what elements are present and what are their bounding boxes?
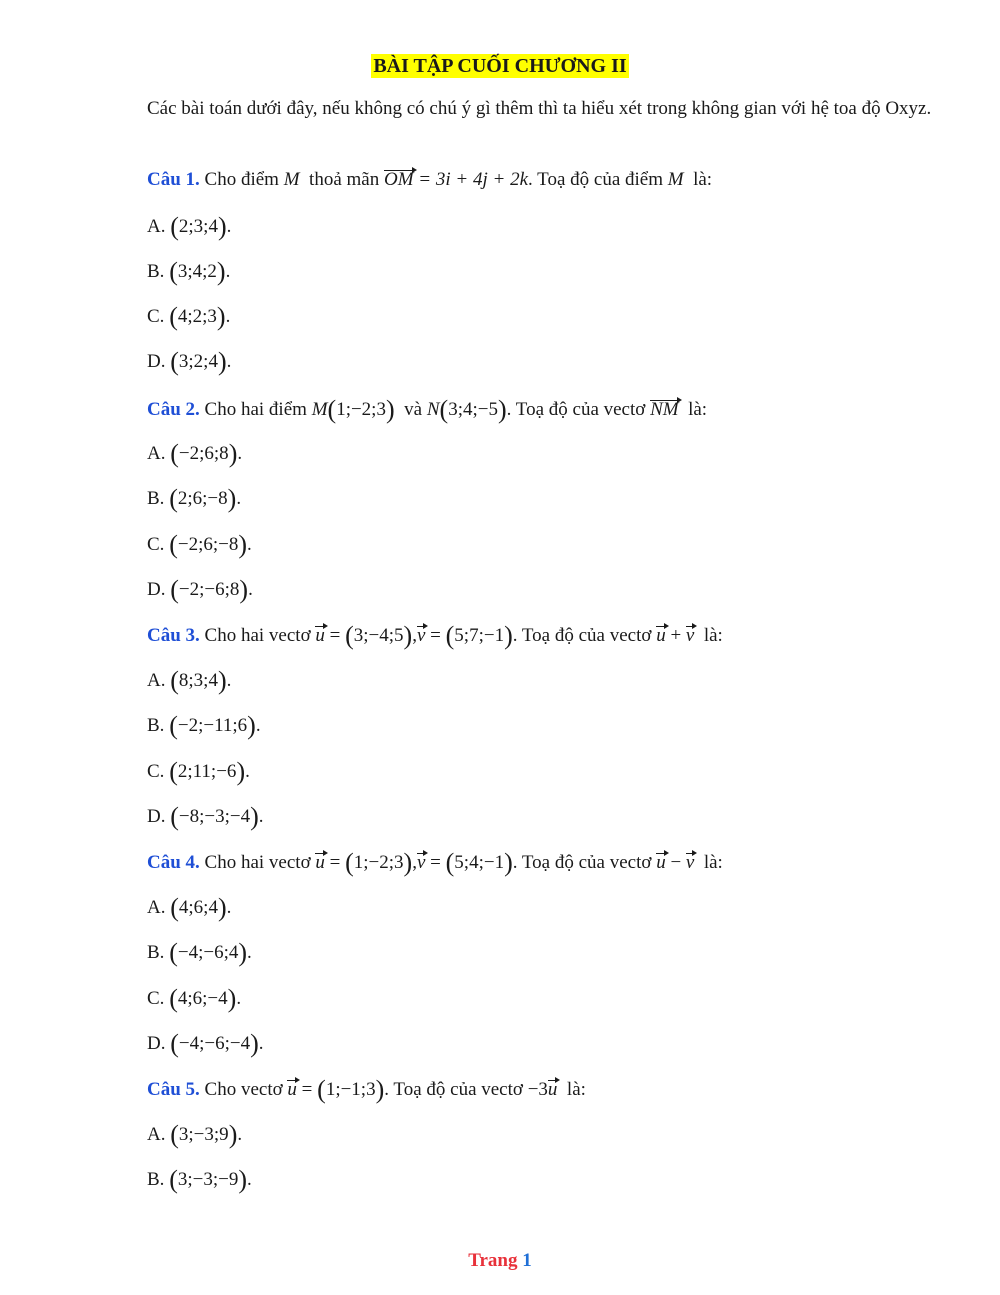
- question-text: là:: [566, 1079, 586, 1100]
- question-5: Câu 5. Cho vectơ u = (1;−1;3). Toạ độ của vectơ −3u là:: [147, 1075, 586, 1104]
- option-3c: C. (2;11;−6).: [147, 757, 250, 786]
- option-2d: D. (−2;−6;8).: [147, 575, 253, 604]
- option-3d: D. (−8;−3;−4).: [147, 802, 264, 831]
- question-label: Câu 2.: [147, 399, 200, 420]
- option-2b: B. (2;6;−8).: [147, 484, 242, 513]
- question-text: thoả mãn: [309, 169, 380, 190]
- option-1c: C. (4;2;3).: [147, 302, 231, 331]
- question-text: Cho hai điểm: [204, 399, 307, 420]
- option-4a: A. (4;6;4).: [147, 893, 232, 922]
- vector-coords: 1;−2;3: [353, 852, 404, 873]
- option-5b: B. (3;−3;−9).: [147, 1165, 252, 1194]
- vector-coords: 5;4;−1: [454, 852, 505, 873]
- point-label: M: [283, 169, 300, 190]
- vector-v: v: [685, 625, 695, 646]
- vector-coords: 3;−4;5: [353, 625, 404, 646]
- option-2a: A. (−2;6;8).: [147, 439, 243, 468]
- question-text: là:: [703, 625, 723, 646]
- option-4d: D. (−4;−6;−4).: [147, 1029, 264, 1058]
- vector-nm: NM: [650, 399, 679, 420]
- question-text: . Toạ độ của vectơ: [506, 399, 646, 420]
- coefficient: −3: [527, 1079, 548, 1100]
- vector-u: u: [547, 1079, 558, 1100]
- point-label: M: [667, 169, 684, 190]
- question-text: . Toạ độ của vectơ: [512, 852, 652, 873]
- vector-v: v: [416, 625, 426, 646]
- intro-paragraph: Các bài toán dưới đây, nếu không có chú ý gì thêm thì ta hiểu xét trong không gian với hệ toa độ Oxyz.: [147, 98, 932, 119]
- question-label: Câu 4.: [147, 852, 200, 873]
- question-text: là:: [693, 169, 713, 190]
- vector-coords: 1;−1;3: [325, 1079, 376, 1100]
- page-number: 1: [522, 1250, 532, 1271]
- point-coords: 3;4;−5: [448, 399, 498, 420]
- question-text: là:: [703, 852, 723, 873]
- vector-u: u: [315, 625, 325, 646]
- vector-u: u: [656, 852, 666, 873]
- page-title: BÀI TẬP CUỐI CHƯƠNG II: [373, 55, 627, 77]
- option-4c: C. (4;6;−4).: [147, 984, 242, 1013]
- question-text: Cho điểm: [204, 169, 279, 190]
- question-3: Câu 3. Cho hai vectơ u = (3;−4;5),v = (5;7;−1). Toạ độ của vectơ u + v là:: [147, 621, 723, 650]
- question-text: và: [404, 399, 423, 420]
- question-label: Câu 3.: [147, 625, 200, 646]
- vector-coords: 5;7;−1: [454, 625, 505, 646]
- vector-om: OM: [383, 169, 414, 190]
- question-4: Câu 4. Cho hai vectơ u = (1;−2;3),v = (5;4;−1). Toạ độ của vectơ u − v là:: [147, 848, 723, 877]
- question-label: Câu 5.: [147, 1079, 200, 1100]
- vector-v: v: [685, 852, 695, 873]
- option-3b: B. (−2;−11;6).: [147, 711, 261, 740]
- page-word: Trang: [468, 1250, 518, 1271]
- page-number-footer: [0, 1250, 1000, 1272]
- point-label: M: [311, 399, 328, 420]
- question-text: Cho hai vectơ: [204, 625, 311, 646]
- option-1b: B. (3;4;2).: [147, 257, 231, 286]
- vector-expression: = 3i + 4j + 2k: [418, 169, 529, 190]
- option-1d: D. (3;2;4).: [147, 347, 232, 376]
- point-coords: 1;−2;3: [336, 399, 386, 420]
- question-text: Cho hai vectơ: [204, 852, 311, 873]
- question-text: là:: [688, 399, 708, 420]
- vector-u: u: [315, 852, 325, 873]
- option-5a: A. (3;−3;9).: [147, 1120, 243, 1149]
- vector-u: u: [656, 625, 666, 646]
- vector-v: v: [416, 852, 426, 873]
- question-text: Cho vectơ: [204, 1079, 283, 1100]
- question-text: . Toạ độ của vectơ: [512, 625, 652, 646]
- vector-u: u: [287, 1079, 297, 1100]
- question-2: Câu 2. Cho hai điểm M(1;−2;3) và N(3;4;−5). Toạ độ của vectơ NM là:: [147, 395, 708, 424]
- question-text: . Toạ độ của vectơ: [384, 1079, 523, 1100]
- point-label: N: [426, 399, 440, 420]
- option-2c: C. (−2;6;−8).: [147, 530, 252, 559]
- option-1a: A. (2;3;4).: [147, 212, 232, 241]
- option-3a: A. (8;3;4).: [147, 666, 232, 695]
- question-text: . Toạ độ của điểm: [528, 169, 663, 190]
- question-1: [147, 169, 712, 191]
- option-4b: B. (−4;−6;4).: [147, 938, 252, 967]
- question-label: Câu 1.: [147, 169, 200, 190]
